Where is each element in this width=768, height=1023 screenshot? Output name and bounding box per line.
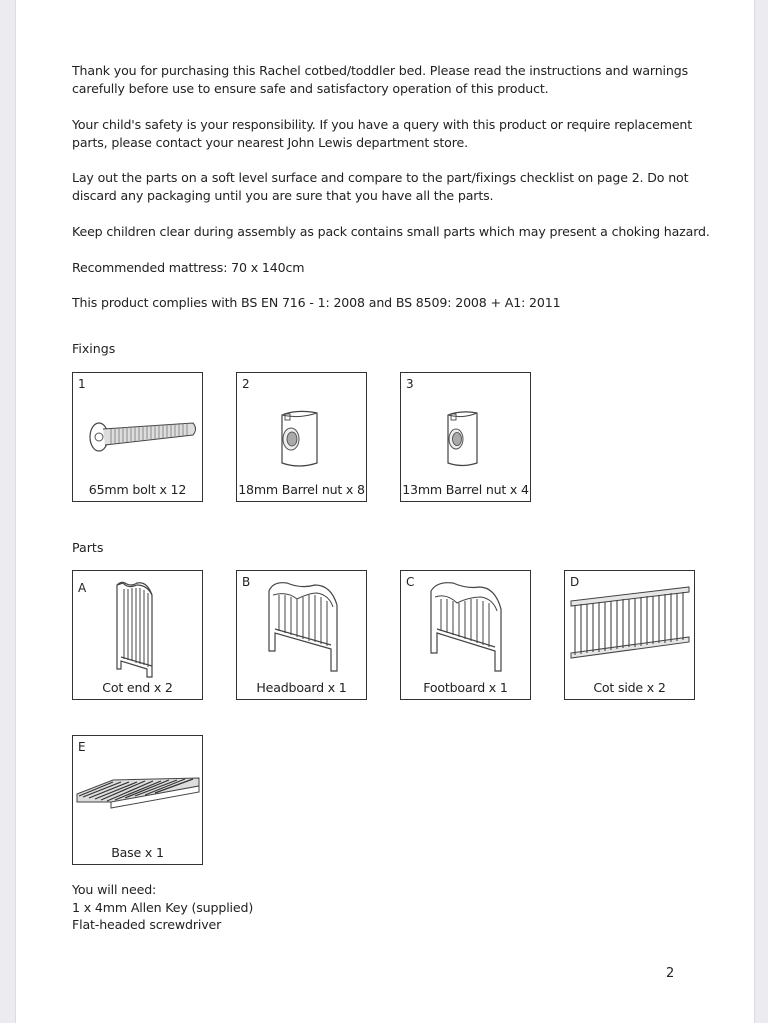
- tools-heading: You will need:: [72, 882, 157, 897]
- part-caption: Base x 1: [111, 845, 164, 860]
- fixing-caption: 13mm Barrel nut x 4: [402, 482, 529, 497]
- safety-paragraph: Your child's safety is your responsibility. If you have a query with this product or require replacement parts, please contact your nearest John Lewis department store.: [72, 117, 693, 150]
- tools-list: [72, 881, 712, 934]
- fixing-id: 1: [78, 377, 86, 391]
- part-caption: Footboard x 1: [423, 680, 508, 695]
- tool-item: 1 x 4mm Allen Key (supplied): [72, 899, 254, 915]
- page-number: 2: [666, 966, 675, 981]
- tool-item: Flat-headed screwdriver: [72, 917, 222, 932]
- fixing-card: [72, 372, 203, 502]
- part-card: [564, 570, 695, 700]
- layout-paragraph: Lay out the parts on a soft level surface and compare to the part/fixings checklist on page 2. Do not discard any packaging until you are sure that you have all the parts.: [72, 170, 689, 203]
- manual-page: [15, 0, 755, 1023]
- part-card: [400, 570, 531, 700]
- mattress-note: Recommended mattress: 70 x 140cm: [72, 260, 305, 275]
- parts-heading: Parts: [72, 540, 104, 555]
- intro-paragraph: Thank you for purchasing this Rachel cotbed/toddler bed. Please read the instructions and warnings carefully before use to ensure safe and satisfactory operation of this product.: [72, 63, 688, 96]
- part-id: D: [570, 575, 580, 589]
- fixing-card: [236, 372, 367, 502]
- part-card: [236, 570, 367, 700]
- fixing-id: 2: [242, 377, 250, 391]
- fixing-caption: 18mm Barrel nut x 8: [238, 482, 365, 497]
- fixings-heading: Fixings: [72, 341, 116, 356]
- part-card: [72, 570, 203, 700]
- fixing-card: [400, 372, 531, 502]
- part-caption: Cot end x 2: [102, 680, 173, 695]
- part-id: B: [242, 575, 251, 589]
- part-card: [72, 735, 203, 865]
- part-caption: Cot side x 2: [593, 680, 666, 695]
- part-id: E: [78, 740, 86, 754]
- fixing-id: 3: [406, 377, 414, 391]
- choking-warning: Keep children clear during assembly as pack contains small parts which may present a choking hazard.: [72, 224, 710, 239]
- fixing-caption: 65mm bolt x 12: [88, 482, 187, 497]
- part-caption: Headboard x 1: [256, 680, 347, 695]
- compliance-note: This product complies with BS EN 716 - 1: 2008 and BS 8509: 2008 + A1: 2011: [72, 295, 561, 310]
- part-id: C: [406, 575, 415, 589]
- part-id: A: [78, 581, 87, 595]
